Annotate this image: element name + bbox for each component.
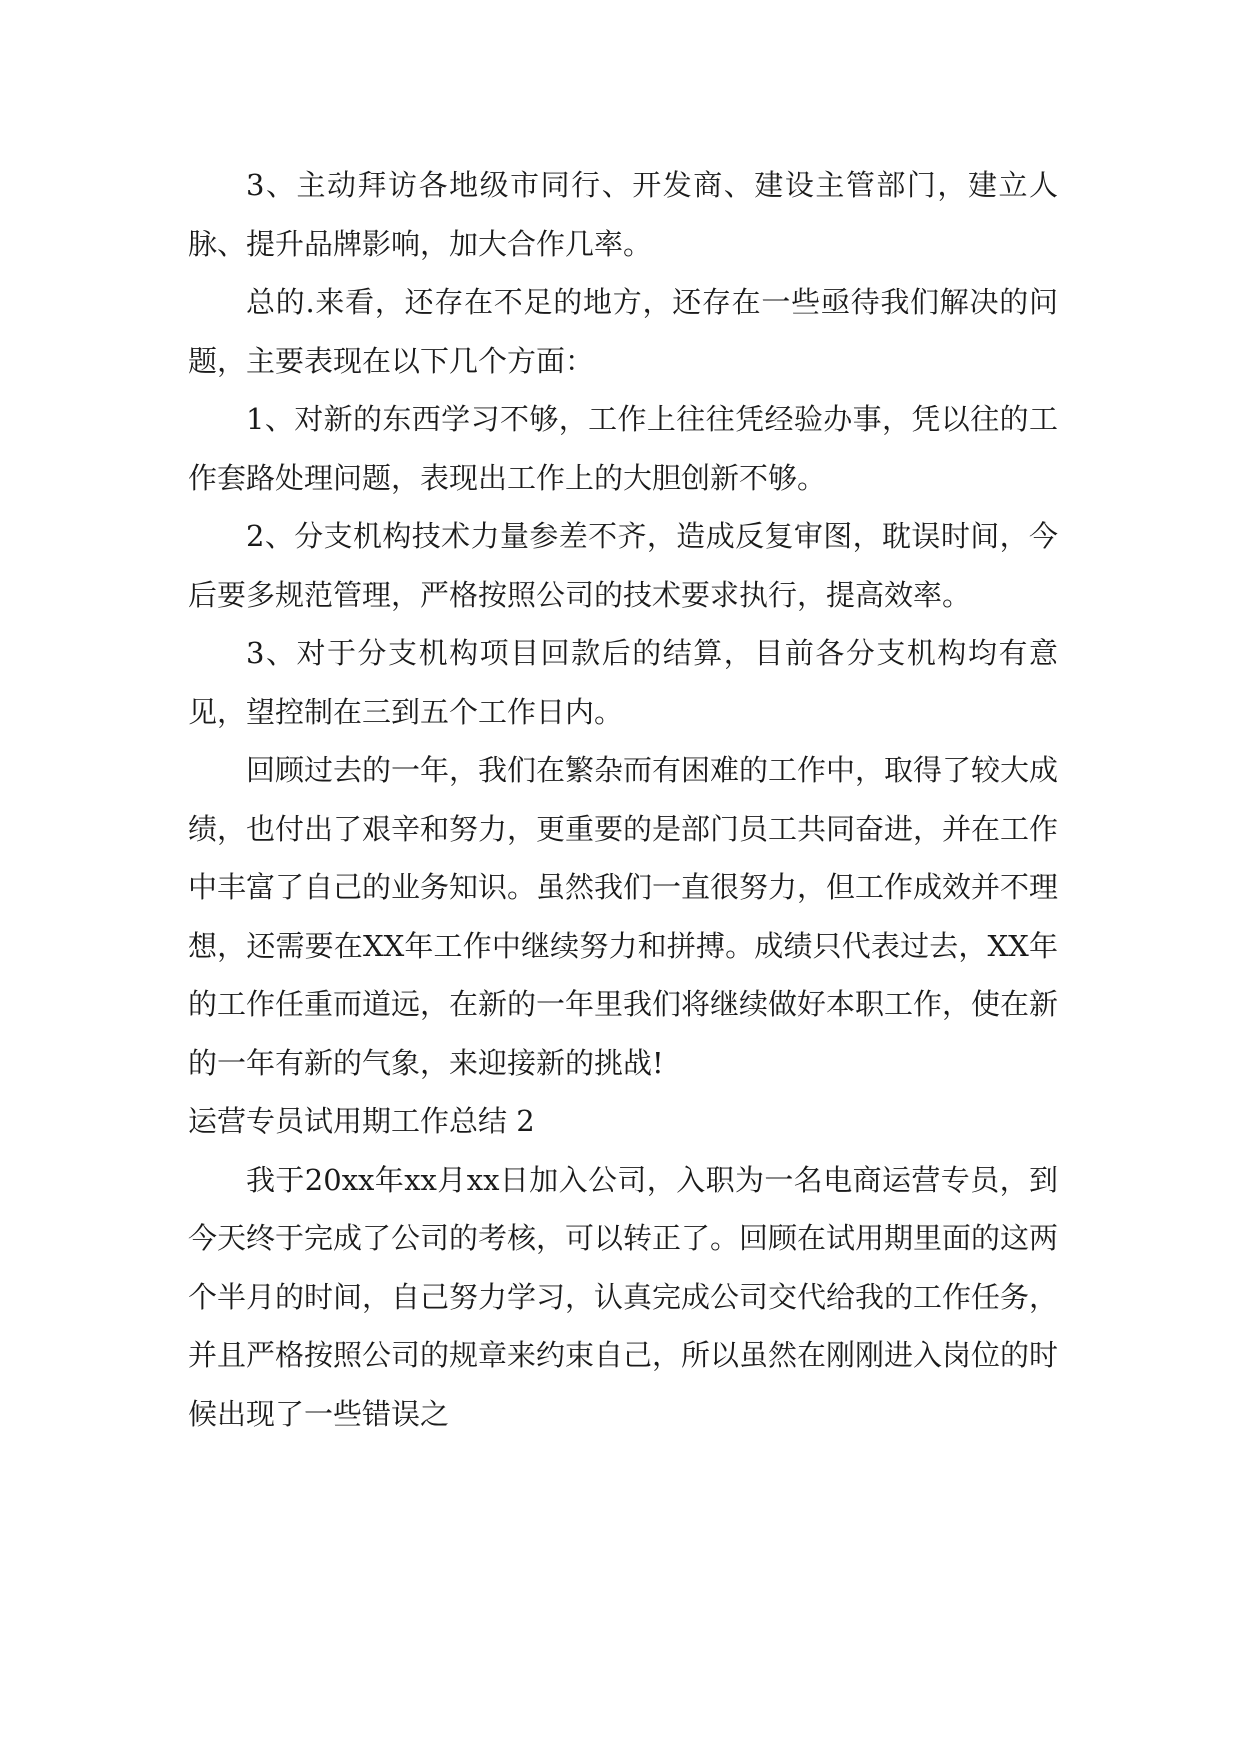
document-body [188,156,1058,1443]
body-paragraph-6: 回顾过去的一年，我们在繁杂而有困难的工作中，取得了较大成绩，也付出了艰辛和努力，更重要的是部门员工共同奋进，并在工作中丰富了自己的业务知识。虽然我们一直很努力，但工作成效并不理想，还需要在XX年工作中继续努力和拼搏。成绩只代表过去，XX年的工作任重而道远，在新的一年里我们将继续做好本职工作，使在新的一年有新的气象，来迎接新的挑战! [188,753,1059,1080]
body-paragraph-4: 2、分支机构技术力量参差不齐，造成反复审图，耽误时间，今后要多规范管理，严格按照公司的技术要求执行，提高效率。 [188,519,1058,612]
section-title: 运营专员试用期工作总结 2 [188,1104,535,1138]
body-paragraph-1: 3、主动拜访各地级市同行、开发商、建设主管部门，建立人脉、提升品牌影响，加大合作几率。 [188,168,1058,261]
body-paragraph-2: 总的.来看，还存在不足的地方，还存在一些亟待我们解决的问题，主要表现在以下几个方面： [188,285,1058,378]
body-paragraph-5: 3、对于分支机构项目回款后的结算，目前各分支机构均有意见，望控制在三到五个工作日内。 [188,636,1058,729]
body-paragraph-3: 1、对新的东西学习不够，工作上往往凭经验办事，凭以往的工作套路处理问题，表现出工作上的大胆创新不够。 [188,402,1058,495]
section-paragraph: 我于20xx年xx月xx日加入公司，入职为一名电商运营专员，到今天终于完成了公司的考核，可以转正了。回顾在试用期里面的这两个半月的时间，自己努力学习，认真完成公司交代给我的工作任务，并且严格按照公司的规章来约束自己，所以虽然在刚刚进入岗位的时候出现了一些错误之 [188,1162,1059,1431]
